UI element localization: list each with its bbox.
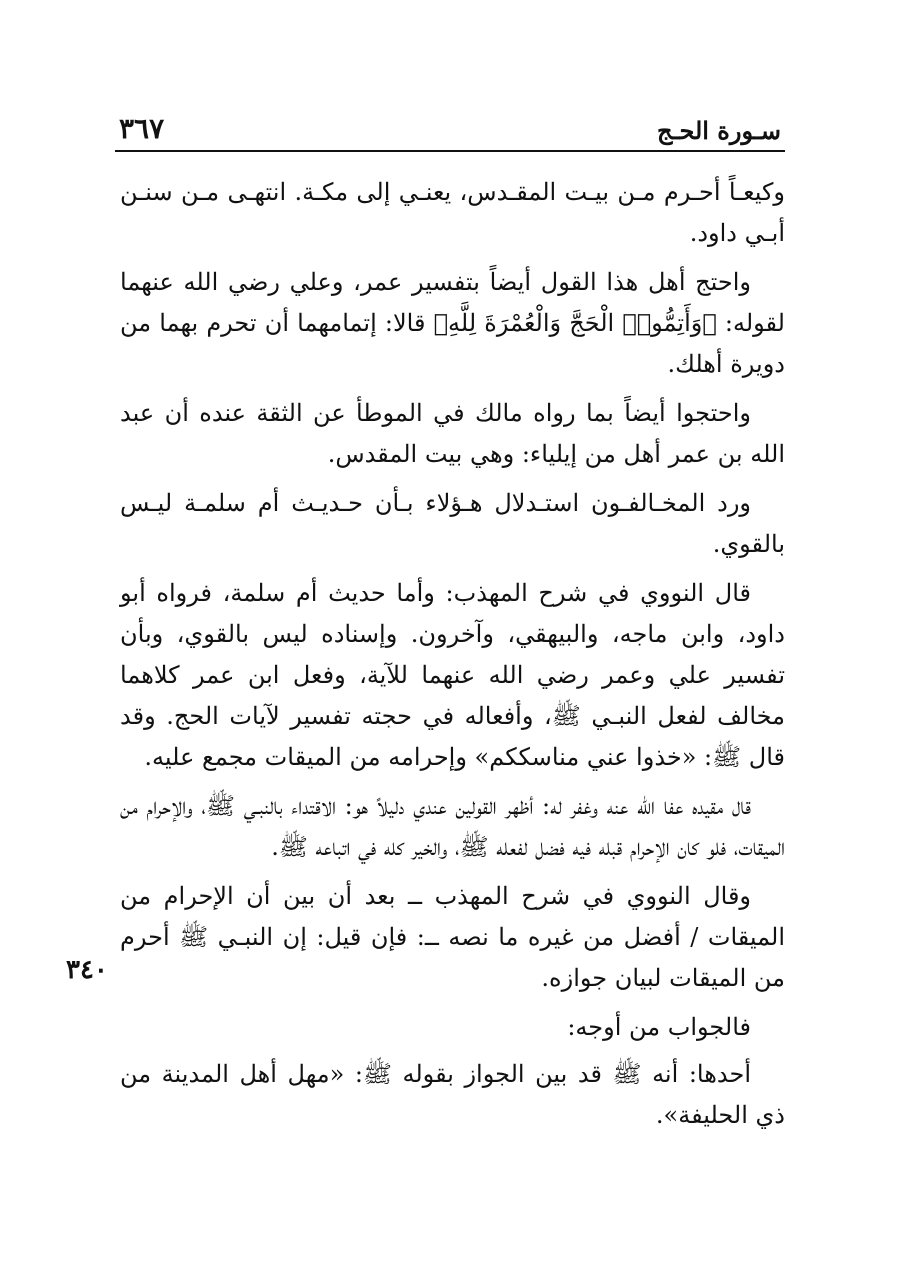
page-header	[115, 112, 785, 152]
paragraph: واحتجوا أيضاً بما رواه مالك في الموطأ عن الثقة عنده أن عبد الله بن عمر أهل من إيلياء: وهي بيت المقدس.	[120, 399, 785, 468]
main-text	[120, 172, 785, 1144]
paragraph: وقال النووي في شرح المهذب ــ بعد أن بين أن الإحرام من الميقات / أفضل من غيره ما نصه ــ: فإن قيل: إن النبـي ﷺ أحرم من الميقات لبيان جوازه.	[120, 882, 785, 992]
paragraph: واحتج أهل هذا القول أيضاً بتفسير عمر، وعلي رضي الله عنهما لقوله: ﴿وَأَتِمُّوا۟ الْحَجَّ وَالْعُمْرَةَ لِلَّهِ﴾ قالا: إتمامهما أن تحرم بهما من دويرة أهلك.	[120, 268, 785, 378]
paragraph: قال النووي في شرح المهذب: وأما حديث أم سلمة، فرواه أبو داود، وابن ماجه، والبيهقي، وآخرون. وإسناده ليس بالقوي، وبأن تفسير علي وعمر رضي الله عنهما للآية، وفعل ابن عمر كلاهما مخالف لفعل النبـي ﷺ، وأفعاله في حجته تفسير لآيات الحج. وقد قال ﷺ: «خذوا عني مناسككم» وإحرامه من الميقات مجمع عليه.	[120, 579, 785, 771]
running-title: سـورة الحـج	[656, 116, 781, 145]
paragraph: فالجواب من أوجه:	[567, 1013, 751, 1041]
margin-page-reference: ٣٤٠	[66, 955, 108, 985]
page-number: ٣٦٧	[119, 112, 165, 145]
paragraph: وكيعـاً أحـرم مـن بيـت المقـدس، يعنـي إلى مكـة. انتهـى مـن سنـن أبـي داود.	[120, 178, 785, 247]
paragraph: قال مقيده عفا الله عنه وغفر له: أظهر القولين عندي دليلاً هو: الاقتداء بالنبـي ﷺ، والإحرام من الميقات، فلو كان الإحرام قبله فيه فضل لفعله ﷺ، والخير كله في اتباعه ﷺ.	[120, 792, 785, 861]
paragraph: أحدها: أنه ﷺ قد بين الجواز بقوله ﷺ: «مهل أهل المدينة من ذي الحليفة».	[120, 1060, 785, 1129]
paragraph: ورد المخـالفـون استـدلال هـؤلاء بـأن حـديـث أم سلمـة ليـس بالقوي.	[120, 489, 785, 558]
